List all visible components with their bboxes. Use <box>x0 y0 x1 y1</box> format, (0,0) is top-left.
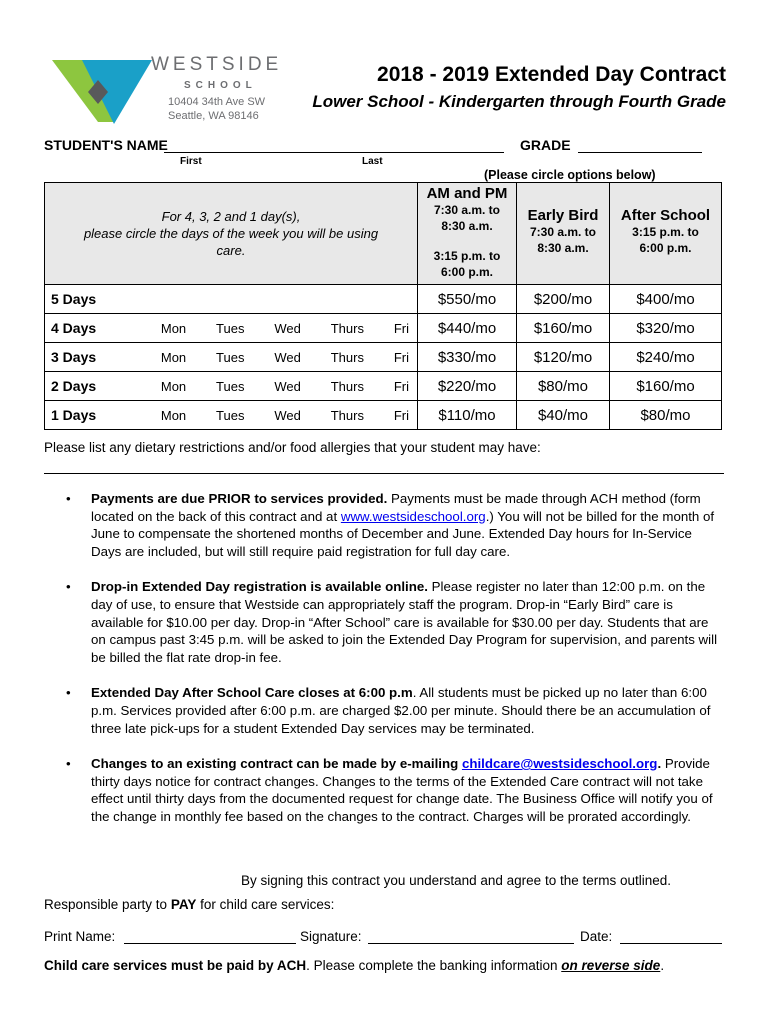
childcare-email-link[interactable]: childcare@westsideschool.org <box>461 756 658 772</box>
row-days-cell <box>45 314 418 343</box>
day-option-thurs[interactable]: Thurs <box>330 320 364 336</box>
table-row <box>45 343 722 372</box>
after-school-price[interactable]: $400/mo <box>610 285 722 314</box>
heading-period: . <box>657 756 662 772</box>
signature-field[interactable] <box>368 943 574 944</box>
am-pm-price[interactable]: $220/mo <box>418 372 517 401</box>
early-bird-price[interactable]: $200/mo <box>517 285 610 314</box>
school-address-line2: Seattle, WA 98146 <box>168 110 259 122</box>
day-option-mon[interactable]: Mon <box>160 320 187 336</box>
ach-notice: Child care services must be paid by ACH. Please complete the banking information on reverse side. <box>44 958 665 973</box>
signature-label: Signature: <box>300 929 362 944</box>
day-option-wed[interactable]: Wed <box>274 320 301 336</box>
days-instructions: For 4, 3, 2 and 1 day(s), please circle the days of the week you will be using care. <box>45 183 418 285</box>
drop-in-heading: Drop-in Extended Day registration is available online. <box>91 579 428 595</box>
contract-changes-heading: Changes to an existing contract can be made by e-mailing <box>91 756 462 772</box>
row-days-cell <box>45 372 418 401</box>
school-address-line1: 10404 34th Ave SW <box>168 96 266 108</box>
after-school-price[interactable]: $80/mo <box>610 401 722 430</box>
day-option-mon[interactable]: Mon <box>160 378 187 394</box>
list-item <box>44 490 724 560</box>
day-option-fri[interactable]: Fri <box>393 407 409 423</box>
early-bird-price[interactable]: $160/mo <box>517 314 610 343</box>
row-label: 3 Days <box>51 349 97 365</box>
table-row <box>45 285 722 314</box>
grade-label: GRADE <box>520 137 571 153</box>
agreement-statement: By signing this contract you understand and agree to the terms outlined. <box>241 873 672 888</box>
table-row <box>45 314 722 343</box>
date-label: Date: <box>580 929 613 944</box>
early-bird-price[interactable]: $120/mo <box>517 343 610 372</box>
rates-table <box>44 182 722 430</box>
after-school-column-header: After School 3:15 p.m. to 6:00 p.m. <box>610 183 722 285</box>
day-option-fri[interactable]: Fri <box>393 320 409 336</box>
row-label: 2 Days <box>51 378 97 394</box>
table-row <box>45 372 722 401</box>
page-subtitle: Lower School - Kindergarten through Fourth Grade <box>312 92 726 111</box>
page-title: 2018 - 2019 Extended Day Contract <box>377 63 726 86</box>
website-link[interactable]: www.westsideschool.org <box>340 508 486 524</box>
day-option-mon[interactable]: Mon <box>160 407 187 423</box>
payments-text-cont: .) You will not be billed for the month of June to compensate the shortened months of December and June. Extended Day hours for In-Service Days are included, but will still require paid registration for full day care. <box>91 508 715 559</box>
list-item <box>44 578 724 666</box>
am-pm-price[interactable]: $550/mo <box>418 285 517 314</box>
day-option-thurs[interactable]: Thurs <box>330 349 364 365</box>
day-option-mon[interactable]: Mon <box>160 349 187 365</box>
dietary-field[interactable] <box>44 473 724 474</box>
am-pm-column-header: AM and PM 7:30 a.m. to 8:30 a.m. 3:15 p.m. to 6:00 p.m. <box>418 183 517 285</box>
logo-school-text: SCHOOL <box>184 80 257 91</box>
row-label: 1 Days <box>51 407 97 423</box>
day-option-fri[interactable]: Fri <box>393 378 409 394</box>
print-name-label: Print Name: <box>44 929 116 944</box>
responsible-party-line: Responsible party to PAY for child care services: <box>44 897 335 912</box>
day-option-tues[interactable]: Tues <box>216 349 245 365</box>
grade-field[interactable] <box>578 152 702 153</box>
day-option-wed[interactable]: Wed <box>274 349 301 365</box>
day-option-thurs[interactable]: Thurs <box>330 407 364 423</box>
am-pm-price[interactable]: $330/mo <box>418 343 517 372</box>
list-item <box>44 684 724 737</box>
closing-time-text: . All students must be picked up no later than 6:00 p.m. Services provided after 6:00 p.m. are charged $2.00 per minute. Should there be an accumulation of three late pick-ups for a student Extended Day services may be terminated. <box>91 685 711 736</box>
terms-list <box>44 490 724 844</box>
day-option-thurs[interactable]: Thurs <box>330 378 364 394</box>
list-item <box>44 755 724 825</box>
last-name-caption: Last <box>362 156 383 167</box>
drop-in-text: Please register no later than 12:00 p.m. on the day of use, to ensure that Westside can appropriately staff the program. Drop-in “Early Bird” care is available for $10.00 per day. Drop-in “After School” care is available for $30.00 per day. Students that are on campus past 3:45 p.m. will be asked to join the Extended Day Program for supervision, and parents will be billed the flat rate drop-in fee. <box>91 579 718 665</box>
payments-heading: Payments are due PRIOR to services provided. <box>91 491 388 506</box>
early-bird-column-header: Early Bird 7:30 a.m. to 8:30 a.m. <box>517 183 610 285</box>
after-school-price[interactable]: $320/mo <box>610 314 722 343</box>
date-field[interactable] <box>620 943 722 944</box>
row-days-cell <box>45 401 418 430</box>
day-option-wed[interactable]: Wed <box>274 407 301 423</box>
day-option-fri[interactable]: Fri <box>393 349 409 365</box>
early-bird-price[interactable]: $80/mo <box>517 372 610 401</box>
first-name-caption: First <box>180 156 202 167</box>
row-label: 4 Days <box>51 320 97 336</box>
student-name-field[interactable] <box>164 152 504 153</box>
am-pm-price[interactable]: $110/mo <box>418 401 517 430</box>
student-name-label: STUDENT'S NAME <box>44 137 168 153</box>
day-option-wed[interactable]: Wed <box>274 378 301 394</box>
print-name-field[interactable] <box>124 943 296 944</box>
early-bird-price[interactable]: $40/mo <box>517 401 610 430</box>
day-option-tues[interactable]: Tues <box>216 378 245 394</box>
closing-time-heading: Extended Day After School Care closes at 6:00 p.m <box>91 685 413 701</box>
day-option-tues[interactable]: Tues <box>216 407 245 423</box>
row-label: 5 Days <box>45 285 418 314</box>
dietary-prompt: Please list any dietary restrictions and/or food allergies that your student may have: <box>44 440 541 455</box>
logo-wordmark: WESTSIDE <box>151 54 283 75</box>
after-school-price[interactable]: $240/mo <box>610 343 722 372</box>
after-school-price[interactable]: $160/mo <box>610 372 722 401</box>
am-pm-price[interactable]: $440/mo <box>418 314 517 343</box>
circle-options-note: (Please circle options below) <box>484 168 656 182</box>
day-option-tues[interactable]: Tues <box>216 320 245 336</box>
contract-changes-text: Provide thirty days notice for contract changes. Changes to the terms of the Extended Care contract will not take effect until thirty days from the documented request for change date. The Business Office will notify you of the change in monthly fee based on the changes to the contract. Charges will be prorated accordingly. <box>91 756 713 824</box>
payments-text: Payments must be made through ACH method (form located on the back of this contract and at <box>91 491 701 524</box>
table-row <box>45 401 722 430</box>
row-days-cell <box>45 343 418 372</box>
